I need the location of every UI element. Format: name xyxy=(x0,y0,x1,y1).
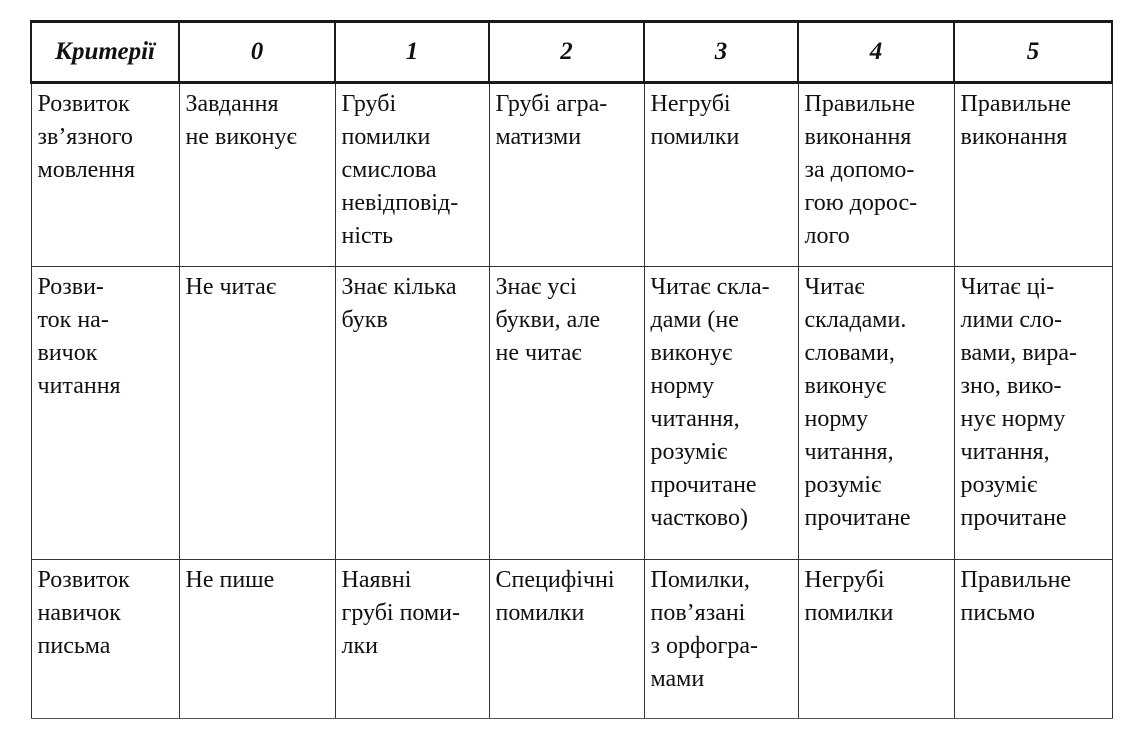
cell-text-line: помилки xyxy=(804,600,894,626)
cell-text-line: гою дорос- xyxy=(804,190,918,216)
cell-text-line: лими сло- xyxy=(960,307,1062,333)
cell-text-line: з орфогра- xyxy=(650,633,759,659)
cell-text-line: Грубі xyxy=(341,91,397,117)
cell-text-line: Завдання xyxy=(185,91,279,117)
header-level-3: 3 xyxy=(644,22,798,83)
cell-text-line: виконує xyxy=(804,373,887,399)
cell-text-line: письмо xyxy=(960,600,1035,626)
cell-text-line: читання xyxy=(37,373,121,399)
assessment-criteria-table xyxy=(30,20,1113,719)
cell-text-line: Правильне xyxy=(804,91,916,117)
level-5-cell xyxy=(954,267,1112,560)
header-level-5: 5 xyxy=(954,22,1112,83)
cell-text-line: Знає усі xyxy=(495,274,577,300)
cell-text-line: прочитане xyxy=(650,472,757,498)
cell-text-line: Не пише xyxy=(185,567,275,593)
header-criteria: Критерії xyxy=(31,22,179,83)
table-row-writing-skills xyxy=(31,560,1112,719)
cell-text-line: розуміє xyxy=(804,472,882,498)
cell-text-line: не виконує xyxy=(185,124,297,150)
cell-text-line: прочитане xyxy=(960,505,1067,531)
cell-text-line: Розвиток xyxy=(37,567,130,593)
cell-text-line: зно, вико- xyxy=(960,373,1062,399)
level-3-cell xyxy=(644,83,798,267)
header-row xyxy=(31,22,1112,83)
level-5-cell xyxy=(954,83,1112,267)
cell-text-line: Правильне xyxy=(960,91,1072,117)
level-2-cell xyxy=(489,83,644,267)
cell-text-line: виконує xyxy=(650,340,733,366)
level-2-cell xyxy=(489,560,644,719)
level-2-cell xyxy=(489,267,644,560)
cell-text-line: ність xyxy=(341,223,394,249)
cell-text-line: навичок xyxy=(37,600,121,626)
cell-text-line: дами (не xyxy=(650,307,739,333)
cell-text-line: лого xyxy=(804,223,850,249)
cell-text-line: ток на- xyxy=(37,307,109,333)
cell-text-line: норму xyxy=(650,373,715,399)
cell-text-line: Знає кілька xyxy=(341,274,457,300)
header-level-4: 4 xyxy=(798,22,954,83)
level-4-cell xyxy=(798,83,954,267)
criterion-cell xyxy=(31,560,179,719)
cell-text-line: букв xyxy=(341,307,388,333)
criterion-cell xyxy=(31,83,179,267)
header-level-1: 1 xyxy=(335,22,489,83)
cell-text-line: виконання xyxy=(960,124,1068,150)
cell-text-line: зв’язного xyxy=(37,124,133,150)
cell-text-line: не читає xyxy=(495,340,582,366)
cell-text-line: частково) xyxy=(650,505,748,531)
level-1-cell xyxy=(335,267,489,560)
cell-text-line: грубі поми- xyxy=(341,600,460,626)
cell-text-line: Читає ці- xyxy=(960,274,1055,300)
cell-text-line: Грубі агра- xyxy=(495,91,608,117)
cell-text-line: смислова xyxy=(341,157,437,183)
cell-text-line: вами, вира- xyxy=(960,340,1078,366)
cell-text-line: читання, xyxy=(804,439,894,465)
level-3-cell xyxy=(644,267,798,560)
level-4-cell xyxy=(798,267,954,560)
cell-text-line: Помилки, xyxy=(650,567,750,593)
level-1-cell xyxy=(335,560,489,719)
criterion-cell xyxy=(31,267,179,560)
cell-text-line: матизми xyxy=(495,124,582,150)
cell-text-line: пов’язані xyxy=(650,600,746,626)
cell-text-line: Не читає xyxy=(185,274,277,300)
cell-text-line: прочитане xyxy=(804,505,911,531)
cell-text-line: лки xyxy=(341,633,378,659)
cell-text-line: Розви- xyxy=(37,274,104,300)
cell-text-line: Правильне xyxy=(960,567,1072,593)
cell-text-line: помилки xyxy=(341,124,431,150)
cell-text-line: помилки xyxy=(650,124,740,150)
table-row-reading-skills xyxy=(31,267,1112,560)
cell-text-line: письма xyxy=(37,633,111,659)
cell-text-line: мами xyxy=(650,666,705,692)
header-level-2: 2 xyxy=(489,22,644,83)
cell-text-line: за допомо- xyxy=(804,157,915,183)
cell-text-line: складами. xyxy=(804,307,907,333)
level-0-cell xyxy=(179,267,335,560)
cell-text-line: розуміє xyxy=(960,472,1038,498)
cell-text-line: читання, xyxy=(650,406,740,432)
cell-text-line: словами, xyxy=(804,340,895,366)
cell-text-line: букви, але xyxy=(495,307,601,333)
cell-text-line: вичок xyxy=(37,340,98,366)
cell-text-line: невідповід- xyxy=(341,190,459,216)
cell-text-line: норму xyxy=(804,406,869,432)
cell-text-line: Читає скла- xyxy=(650,274,770,300)
level-5-cell xyxy=(954,560,1112,719)
level-0-cell xyxy=(179,83,335,267)
level-1-cell xyxy=(335,83,489,267)
level-3-cell xyxy=(644,560,798,719)
cell-text-line: Негрубі xyxy=(650,91,731,117)
cell-text-line: виконання xyxy=(804,124,912,150)
cell-text-line: Наявні xyxy=(341,567,412,593)
cell-text-line: Розвиток xyxy=(37,91,130,117)
cell-text-line: помилки xyxy=(495,600,585,626)
cell-text-line: розуміє xyxy=(650,439,728,465)
cell-text-line: нує норму xyxy=(960,406,1066,432)
level-0-cell xyxy=(179,560,335,719)
cell-text-line: Специфічні xyxy=(495,567,615,593)
cell-text-line: читання, xyxy=(960,439,1050,465)
cell-text-line: мовлення xyxy=(37,157,136,183)
cell-text-line: Читає xyxy=(804,274,865,300)
cell-text-line: Негрубі xyxy=(804,567,885,593)
header-level-0: 0 xyxy=(179,22,335,83)
level-4-cell xyxy=(798,560,954,719)
table-row-speech-development xyxy=(31,83,1112,267)
